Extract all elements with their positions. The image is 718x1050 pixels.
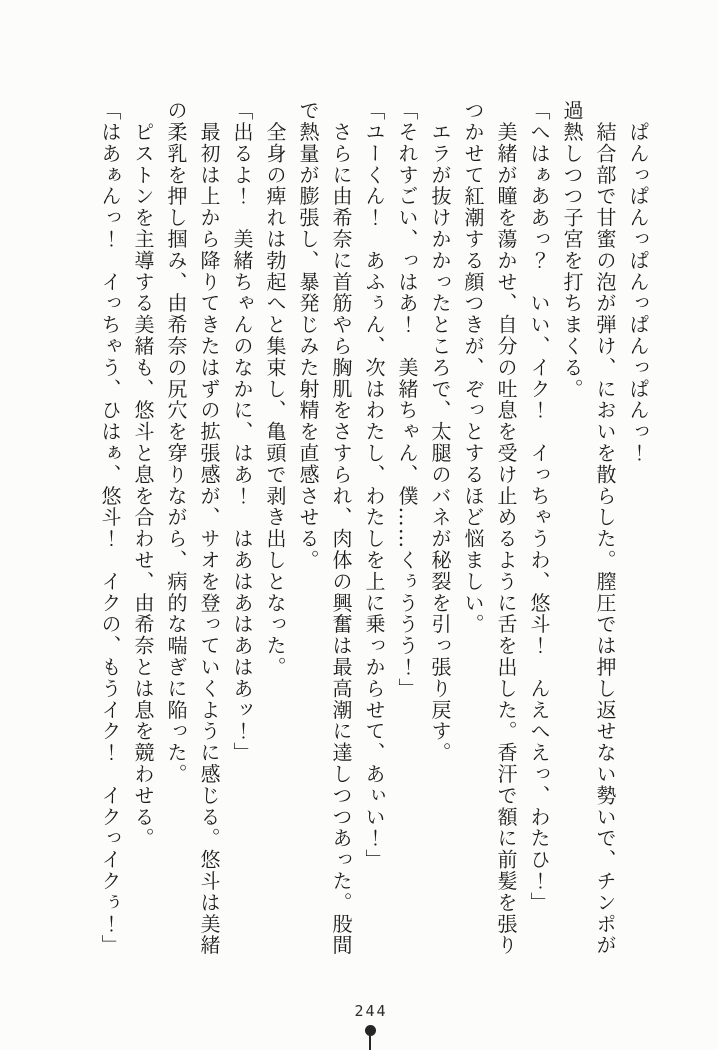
text-line: エラが抜けかかったところで、太腿のバネが秘裂を引っ張り戻す。 [428, 100, 452, 764]
text-line: で熱量が膨張し、暴発じみた射精を直感させる。 [296, 100, 320, 571]
page-number: 244 [354, 1002, 388, 1020]
text-line: ピストンを主導する美緒も、悠斗と息を合わせ、由希奈とは息を競わせる。 [131, 100, 155, 849]
text-line: 過熱しつつ子宮を打ちまくる。 [560, 100, 584, 400]
text-line: つかせて紅潮する顔つきが、ぞっとするほど悩ましい。 [461, 100, 485, 635]
text-line: 「ユーくん！ あふぅん、次はわたし、わたしを上に乗っからせて、あぃい！」 [362, 100, 386, 871]
text-line: 全身の痺れは勃起へと集束し、亀頭で剥き出しとなった。 [263, 100, 287, 678]
text-line: の柔乳を押し掴み、由希奈の尻穴を穿りながら、病的な喘ぎに陥った。 [164, 100, 188, 785]
text-line: 美緒が瞳を蕩かせ、自分の吐息を受け止めるように舌を出した。香汗で額に前髪を張り [494, 100, 518, 956]
text-line: 「はあぁんっ！ イっちゃう、ひはぁ、悠斗！ イクの、もうイク！ イクっイクぅ！」 [98, 100, 122, 956]
text-line: 「へはぁああっ？ いい、イク！ イっちゃうわ、悠斗！ んえへえっ、わたひ！」 [527, 100, 551, 914]
footer-dot-stem [369, 1033, 371, 1050]
text-line: 「それすごい、っはあ！ 美緒ちゃん、僕……くぅううう！」 [395, 100, 419, 700]
text-line: 結合部で甘蜜の泡が弾け、においを散らした。膣圧では押し返せない勢いで、チンポが [593, 100, 617, 956]
text-line: 「出るよ！ 美緒ちゃんのなかに、はあ！ はあはあはあはあッ！」 [230, 100, 254, 764]
text-line: さらに由希奈に首筋やら胸肌をさすられ、肉体の興奮は最高潮に達しつつあった。股間 [329, 100, 353, 956]
text-line: ぱんっぱんっぱんっぱんっぱんっ！ [626, 100, 650, 464]
text-line: 最初は上から降りてきたはずの拡張感が、サオを登っていくように感じる。悠斗は美緒 [197, 100, 221, 956]
body-text [93, 100, 654, 962]
